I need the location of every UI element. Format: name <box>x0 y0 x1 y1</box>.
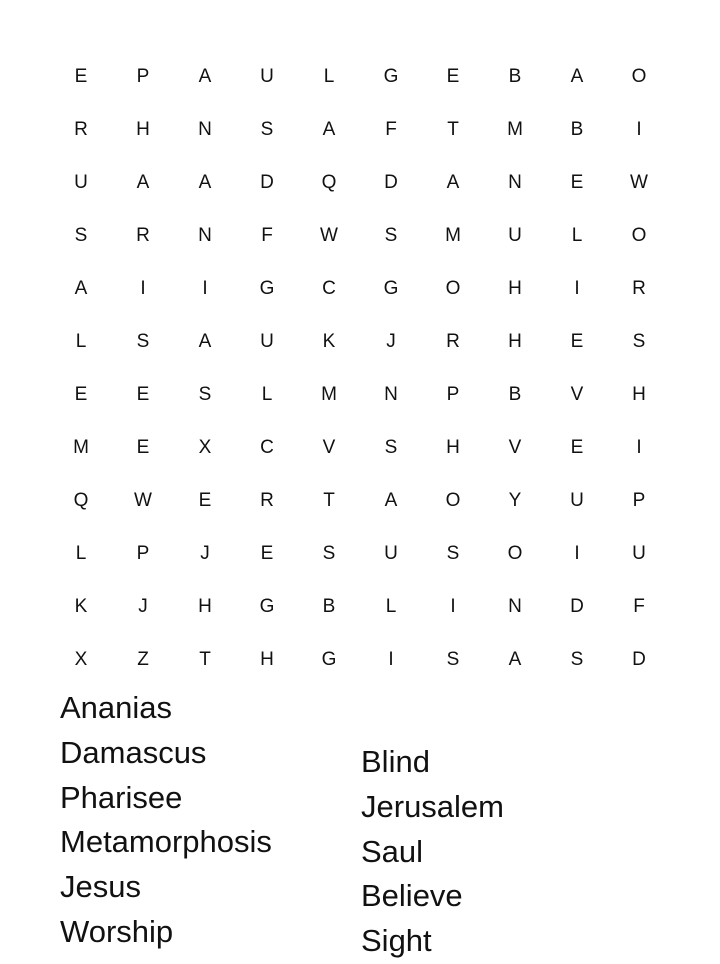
grid-letter: O <box>445 489 461 511</box>
grid-letter: P <box>632 489 646 511</box>
grid-letter: H <box>198 595 212 617</box>
grid-letter: D <box>384 171 398 193</box>
grid-letter: V <box>570 383 584 405</box>
grid-letter: E <box>260 542 274 564</box>
grid-letter: Z <box>137 648 149 670</box>
grid-letter: S <box>260 118 274 140</box>
grid-letter: E <box>74 65 88 87</box>
grid-letter: U <box>632 542 646 564</box>
grid-letter: A <box>322 118 336 140</box>
grid-letter: N <box>198 224 212 246</box>
word-list-item: Damascus <box>60 734 207 770</box>
grid-letter: L <box>75 330 87 352</box>
grid-letter: E <box>446 65 460 87</box>
grid-letter: B <box>570 118 584 140</box>
grid-letter: M <box>321 383 337 405</box>
grid-letter: F <box>385 118 397 140</box>
grid-letter: E <box>74 383 88 405</box>
grid-letter: H <box>446 436 460 458</box>
grid-letter: U <box>260 65 274 87</box>
grid-letter: X <box>74 648 88 670</box>
grid-letter: L <box>261 383 273 405</box>
grid-letter: E <box>198 489 212 511</box>
grid-letter: S <box>136 330 150 352</box>
grid-letter: G <box>383 65 399 87</box>
grid-letter: S <box>198 383 212 405</box>
grid-letter: P <box>136 542 150 564</box>
grid-letter: U <box>508 224 522 246</box>
grid-letter: N <box>508 171 522 193</box>
grid-letter: O <box>631 65 647 87</box>
grid-letter: U <box>260 330 274 352</box>
grid-letter: A <box>384 489 398 511</box>
grid-letter: O <box>507 542 523 564</box>
grid-letter: I <box>636 436 642 458</box>
grid-letter: A <box>198 330 212 352</box>
grid-letter: A <box>198 65 212 87</box>
grid-letter: Q <box>321 171 337 193</box>
grid-letter: F <box>261 224 273 246</box>
word-list-item: Jerusalem <box>361 788 504 824</box>
grid-letter: G <box>259 277 275 299</box>
grid-letter: U <box>384 542 398 564</box>
word-list-item: Blind <box>361 744 430 779</box>
grid-letter: W <box>134 489 152 511</box>
grid-letter: H <box>632 383 646 405</box>
grid-letter: R <box>74 118 88 140</box>
grid-letter: N <box>508 595 522 617</box>
grid-letter: W <box>320 224 338 246</box>
grid-letter: I <box>140 277 146 299</box>
grid-letter: A <box>74 277 88 299</box>
grid-letter: T <box>323 489 335 511</box>
grid-letter: B <box>322 595 336 617</box>
grid-letter: D <box>260 171 274 193</box>
grid-letter: D <box>570 595 584 617</box>
grid-letter: E <box>136 383 150 405</box>
grid-letter: O <box>445 277 461 299</box>
grid-letter: I <box>636 118 642 140</box>
grid-letter: S <box>446 648 460 670</box>
grid-letter: P <box>446 383 460 405</box>
grid-letter: S <box>384 224 398 246</box>
grid-letter: Q <box>73 489 89 511</box>
grid-letter: M <box>445 224 461 246</box>
grid-letter: A <box>136 171 150 193</box>
grid-letter: U <box>74 171 88 193</box>
grid-letter: G <box>383 277 399 299</box>
grid-letter: J <box>200 542 210 564</box>
word-list-item: Jesus <box>60 869 141 905</box>
grid-letter: R <box>136 224 150 246</box>
grid-letter: I <box>202 277 208 299</box>
grid-letter: E <box>570 436 584 458</box>
grid-letter: E <box>136 436 150 458</box>
grid-letter: S <box>384 436 398 458</box>
grid-letter: G <box>259 595 275 617</box>
grid-letter: A <box>446 171 460 193</box>
grid-letter: U <box>570 489 584 511</box>
grid-letter: B <box>508 383 522 405</box>
word-list-item: Pharisee <box>60 779 183 815</box>
grid-letter: M <box>73 436 89 458</box>
grid-letter: A <box>570 65 584 87</box>
grid-letter: L <box>323 65 335 87</box>
grid-letter: S <box>632 330 646 352</box>
grid-letter: B <box>508 65 522 87</box>
grid-letter: E <box>570 330 584 352</box>
grid-letter: T <box>199 648 211 670</box>
grid-letter: H <box>136 118 150 140</box>
grid-letter: V <box>322 436 336 458</box>
word-list-item: Metamorphosis <box>60 824 272 860</box>
grid-letter: R <box>446 330 460 352</box>
word-list-right <box>361 740 504 964</box>
grid-letter: X <box>198 436 212 458</box>
grid-letter: L <box>571 224 583 246</box>
grid-letter: J <box>386 330 396 352</box>
grid-letter: K <box>74 595 88 617</box>
grid-letter: C <box>260 436 274 458</box>
word-list-item: Believe <box>361 878 463 914</box>
grid-letter: T <box>447 118 459 140</box>
grid-letter: N <box>384 383 398 405</box>
grid-letter: R <box>260 489 274 511</box>
grid-letter: I <box>574 277 580 299</box>
word-list-item: Sight <box>361 923 432 959</box>
grid-letter: M <box>507 118 523 140</box>
grid-letter: S <box>74 224 88 246</box>
grid-letter: S <box>322 542 336 564</box>
grid-letter: V <box>508 436 522 458</box>
grid-letter: P <box>136 65 150 87</box>
grid-letter: Y <box>508 489 522 511</box>
grid-letter: I <box>450 595 456 617</box>
word-list-left <box>60 686 272 955</box>
grid-letter: D <box>632 648 646 670</box>
grid-letter: K <box>322 330 336 352</box>
grid-letter: O <box>631 224 647 246</box>
grid-letter: I <box>574 542 580 564</box>
grid-letter: A <box>198 171 212 193</box>
grid-letter: H <box>508 277 522 299</box>
grid-letter: H <box>260 648 274 670</box>
grid-letter: H <box>508 330 522 352</box>
grid-letter: G <box>321 648 337 670</box>
grid-letter: S <box>446 542 460 564</box>
grid-letter: I <box>388 648 394 670</box>
letter-grid <box>50 50 670 686</box>
grid-letter: F <box>633 595 645 617</box>
grid-letter: N <box>198 118 212 140</box>
word-list-item: Worship <box>60 913 174 949</box>
word-list-item: Saul <box>361 833 424 869</box>
grid-letter: A <box>508 648 522 670</box>
word-list-item: Ananias <box>60 690 173 725</box>
grid-letter: E <box>570 171 584 193</box>
grid-letter: J <box>138 595 148 617</box>
grid-letter: S <box>570 648 584 670</box>
grid-letter: L <box>385 595 397 617</box>
grid-letter: R <box>632 277 646 299</box>
grid-letter: L <box>75 542 87 564</box>
grid-letter: C <box>322 277 336 299</box>
grid-letter: W <box>630 171 648 193</box>
